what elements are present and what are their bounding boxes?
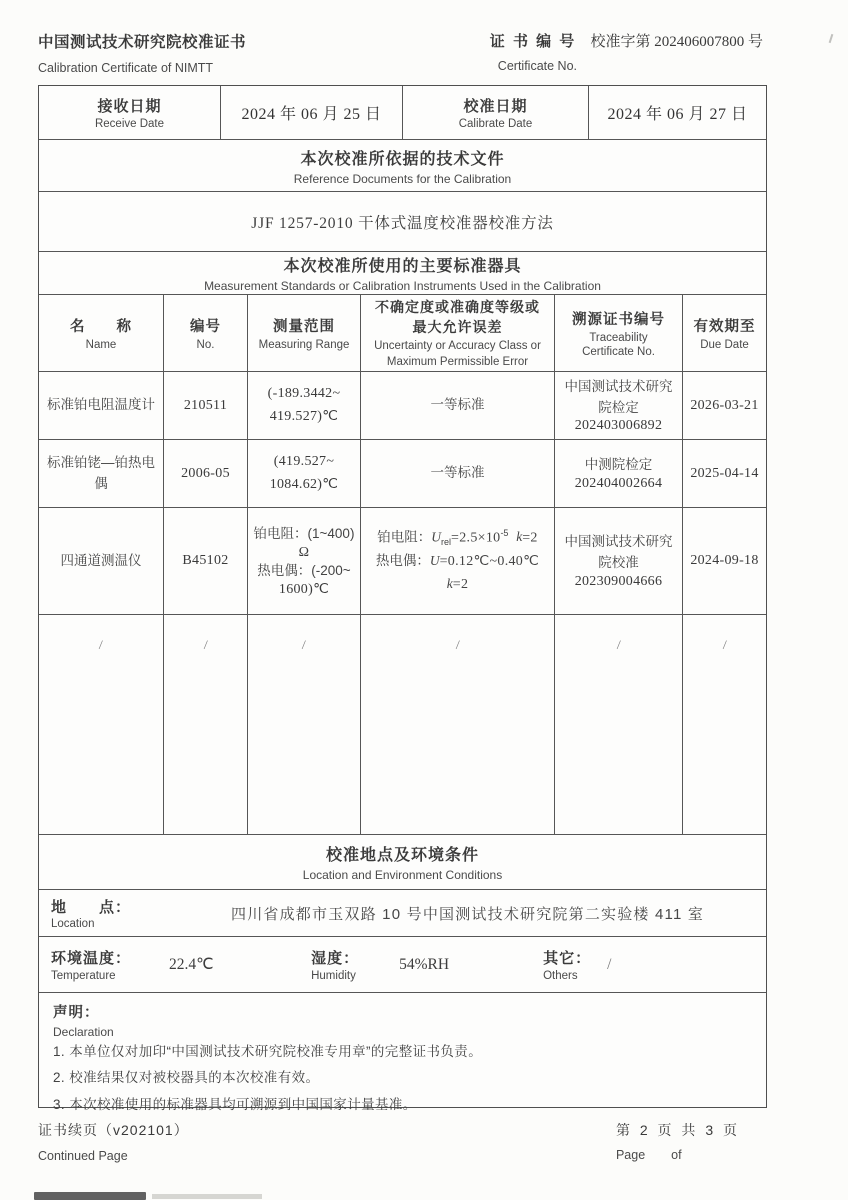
row1-range: [248, 372, 361, 439]
scan-smudge-light: [152, 1194, 262, 1199]
page-number-zh: 第 2 页 共 3 页: [615, 1122, 740, 1138]
due-header-en: Due Date: [700, 338, 749, 351]
others-label-zh: 其它：: [543, 950, 592, 967]
row1-due: 2026-03-21: [690, 397, 759, 413]
page-label: Page: [615, 1148, 646, 1162]
environment-heading-en: Location and Environment Conditions: [302, 868, 503, 882]
others-label-en: Others: [543, 970, 578, 982]
row3-range-line1: 铂电阻：(1~400): [253, 525, 355, 541]
row4-uncertainty-slash: /: [455, 636, 460, 653]
u-l1-keq: =2: [522, 530, 538, 546]
calibrate-date-value-cell: [589, 86, 766, 139]
row3-range-line3: 热电偶：(-200~: [257, 562, 351, 578]
u-l2-val: =0.12℃~0.40℃: [439, 553, 540, 569]
name-header-zh: 名 称: [70, 318, 132, 335]
row1-trace-line3: 202403006892: [574, 418, 663, 434]
location-row: [39, 889, 766, 936]
row2-range-line1: (419.527~: [273, 454, 335, 470]
row2-no: 2006-05: [164, 440, 248, 507]
standards-row-1: [39, 371, 766, 439]
row4-uncertainty: [361, 615, 555, 834]
header-title-block: [38, 30, 246, 75]
row3-uncertainty-line2: [376, 550, 539, 573]
environment-heading: [39, 834, 766, 889]
others-group: [543, 947, 754, 982]
uncertainty-header-en2: Maximum Permissible Error: [386, 356, 529, 369]
reference-documents-heading: [39, 139, 766, 191]
row2-traceability: [555, 440, 683, 507]
location-label-zh: 地 点：: [51, 899, 132, 916]
row1-trace-line1: 中国测试技术研究: [564, 378, 673, 394]
row4-no-slash: /: [203, 636, 208, 653]
others-value: /: [607, 955, 612, 973]
certificate-number-label-en: Certificate No.: [497, 59, 577, 73]
row3-uncertainty-line1: [377, 526, 537, 550]
row2-trace-line2: 202404002664: [574, 475, 663, 491]
location-label-block: [51, 896, 189, 930]
row1-traceability: [555, 372, 683, 439]
due-header-zh: 有效期至: [693, 318, 756, 335]
dates-row: [39, 86, 766, 139]
row3-name: 四通道测温仪: [39, 508, 164, 614]
humidity-label-en: Humidity: [311, 970, 356, 982]
standards-heading-en: Measurement Standards or Calibration Instruments Used in the Calibration: [204, 279, 601, 293]
reference-heading-zh: 本次校准所依据的技术文件: [300, 150, 505, 168]
temperature-label-en: Temperature: [51, 970, 116, 982]
row4-traceability: [555, 615, 683, 834]
declaration-label-zh: 声明：: [53, 1005, 100, 1021]
u-l1-k: k: [516, 529, 523, 545]
u-l2-u: U: [429, 552, 440, 568]
receive-date-label-en: Receive Date: [94, 118, 165, 130]
column-header-name: [39, 295, 164, 372]
reference-document-text: JJF 1257-2010 干体式温度校准器校准方法: [39, 191, 766, 251]
page-footer: [38, 1120, 750, 1163]
calibrate-date-label-en: Calibrate Date: [458, 118, 533, 130]
continued-page-zh: 证书续页（v202101）: [38, 1122, 189, 1138]
uncertainty-header-en1: Uncertainty or Accuracy Class or: [374, 340, 541, 352]
scan-smudge-dark: [34, 1192, 146, 1200]
document-header: [38, 30, 765, 75]
row3-no: B45102: [164, 508, 248, 614]
column-header-traceability: [555, 295, 683, 372]
column-header-uncertainty: [361, 295, 555, 372]
u-l3-eq: =2: [452, 576, 469, 592]
certificate-number-block: [490, 30, 765, 75]
location-label-en: Location: [51, 918, 95, 930]
continued-page-en: Continued Page: [38, 1149, 128, 1163]
row4-due: [683, 615, 766, 834]
scan-tick-mark: [829, 34, 834, 43]
u-l1-sub: rel: [441, 536, 452, 547]
certificate-table: [38, 85, 767, 1112]
row4-name: [39, 615, 164, 834]
declaration-block: [39, 992, 766, 1112]
receive-date-label-cell: [39, 86, 221, 139]
receive-date-label-zh: 接收日期: [97, 98, 162, 115]
row3-uncertainty: [361, 508, 555, 614]
trace-header-en2: Certificate No.: [582, 345, 655, 358]
location-value: 四川省成都市玉双路 10 号中国测试技术研究院第二实验楼 411 室: [231, 905, 705, 923]
u-l1-pre: 铂电阻：: [377, 529, 432, 545]
row2-range: [248, 440, 361, 507]
receive-date-value-cell: [221, 86, 403, 139]
row3-range-line4: 1600)℃: [278, 582, 330, 598]
row1-range-line1: (-189.3442~: [267, 386, 341, 402]
standards-heading: [39, 251, 766, 294]
u-l1-mid: =2.5×10: [451, 530, 501, 546]
receive-date-value: 2024 年 06 月 25 日: [241, 106, 382, 123]
row2-range-line2: 1084.62)℃: [269, 476, 339, 492]
calibrate-date-label-zh: 校准日期: [463, 98, 528, 115]
range-header-en: Measuring Range: [258, 338, 350, 351]
u-l3-k: k: [446, 575, 453, 591]
range-header-zh: 测量范围: [273, 318, 335, 335]
row3-range: [248, 508, 361, 614]
no-header-zh: 编号: [190, 318, 221, 335]
row4-name-slash: /: [98, 636, 104, 653]
standards-row-2: [39, 439, 766, 507]
document-title-en: Calibration Certificate of NIMTT: [38, 61, 214, 75]
row2-name: 标准铂铑—铂热电偶: [39, 440, 164, 507]
row1-no: 210511: [164, 372, 248, 439]
column-header-range: [248, 295, 361, 372]
u-l2-pre: 热电偶：: [375, 552, 430, 568]
standards-row-3: [39, 507, 766, 614]
column-header-due: [683, 295, 766, 372]
standards-heading-zh: 本次校准所使用的主要标准器具: [283, 258, 522, 275]
declaration-label-en: Declaration: [53, 1025, 114, 1039]
footer-left-block: [38, 1120, 189, 1163]
humidity-label-zh: 湿度：: [311, 950, 360, 967]
standards-header-row: [39, 294, 766, 371]
environment-conditions-row: [39, 936, 766, 992]
temperature-value: 22.4℃: [169, 956, 214, 973]
of-label: of: [671, 1148, 682, 1162]
row3-traceability: [555, 508, 683, 614]
calibrate-date-label-cell: [403, 86, 589, 139]
humidity-group: [311, 947, 543, 982]
row4-trace-slash: /: [616, 636, 621, 653]
row4-due-slash: /: [722, 636, 727, 653]
row3-trace-line3: 202309004666: [574, 573, 663, 589]
row2-uncertainty: 一等标准: [361, 440, 555, 507]
declaration-item-1: 1. 本单位仅对加印“中国测试技术研究院校准专用章”的完整证书负责。: [53, 1044, 483, 1059]
row3-uncertainty-line3: [447, 573, 469, 596]
reference-heading-en: Reference Documents for the Calibration: [293, 171, 512, 186]
uncertainty-header-zh1: 不确定度或准确度等级或: [375, 299, 540, 315]
row2-trace-line1: 中测院检定: [584, 457, 653, 473]
row1-uncertainty: 一等标准: [361, 372, 555, 439]
row4-range-slash: /: [301, 636, 307, 653]
row3-trace-line1: 中国测试技术研究: [564, 534, 673, 550]
page-number-en: [616, 1148, 740, 1162]
certificate-number-value: 校准字第 202406007800 号: [590, 34, 763, 50]
row1-name: 标准铂电阻温度计: [39, 372, 164, 439]
declaration-item-2: 2. 校准结果仅对被校器具的本次校准有效。: [53, 1070, 320, 1086]
trace-header-en1: Traceability: [589, 331, 648, 344]
temperature-label-zh: 环境温度：: [51, 950, 132, 967]
row4-no: [164, 615, 248, 834]
footer-page-block: [616, 1120, 740, 1162]
standards-row-4: [39, 614, 766, 834]
row1-trace-line2: 院检定: [598, 399, 639, 415]
row3-trace-line2: 院校准: [598, 555, 639, 570]
temperature-group: [51, 947, 311, 982]
environment-heading-zh: 校准地点及环境条件: [325, 847, 479, 864]
uncertainty-header-zh2: 最大允许误差: [412, 319, 503, 335]
calibrate-date-value: 2024 年 06 月 27 日: [607, 106, 748, 123]
trace-header-zh: 溯源证书编号: [572, 311, 665, 328]
column-header-no: [164, 295, 248, 372]
document-title-zh: 中国测试技术研究院校准证书: [38, 34, 247, 51]
row3-range-line2: Ω: [298, 544, 310, 560]
u-l1-u: U: [431, 529, 442, 545]
declaration-item-3: 3. 本次校准使用的标准器具均可溯源到中国国家计量基准。: [53, 1096, 417, 1112]
row4-range: [248, 615, 361, 834]
name-header-en: Name: [85, 338, 117, 351]
row3-due: 2024-09-18: [690, 553, 759, 568]
humidity-value: 54%RH: [399, 955, 450, 973]
no-header-en: No.: [196, 338, 215, 351]
certificate-number-label-zh: 证 书 编 号: [489, 33, 577, 50]
row2-due: 2025-04-14: [690, 465, 759, 481]
row1-range-line2: 419.527)℃: [269, 408, 339, 424]
u-l1-sup: -5: [500, 527, 509, 538]
